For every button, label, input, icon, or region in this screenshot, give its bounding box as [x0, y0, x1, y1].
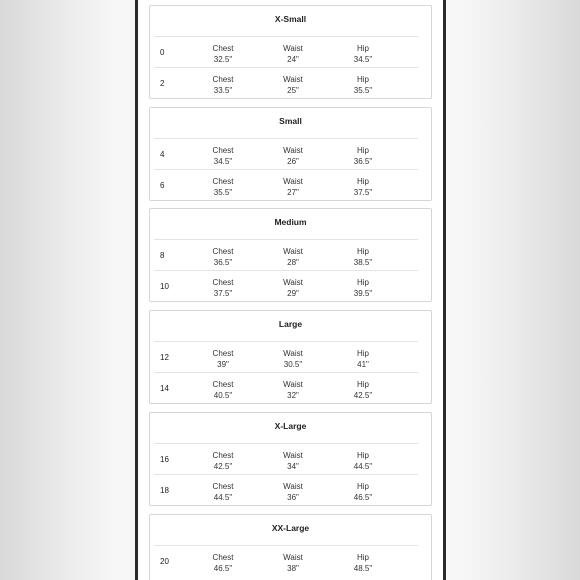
hip-label: Hip — [356, 553, 369, 562]
size-number: 16 — [160, 455, 169, 464]
hip-measurement — [343, 145, 383, 167]
hip-value: 48.5" — [353, 564, 373, 573]
chest-label: Chest — [212, 247, 234, 256]
hip-value: 34.5" — [353, 55, 373, 64]
waist-label: Waist — [283, 247, 303, 256]
row-divider — [154, 545, 418, 546]
size-row — [150, 36, 431, 67]
hip-measurement — [343, 43, 383, 65]
row-divider — [154, 474, 418, 475]
waist-measurement — [273, 481, 313, 503]
chest-value: 35.5" — [213, 188, 233, 197]
waist-value: 28" — [287, 258, 299, 267]
hip-label: Hip — [356, 451, 369, 460]
size-group-small — [149, 107, 432, 201]
hip-value: 36.5" — [353, 157, 373, 166]
hip-label: Hip — [356, 380, 369, 389]
phone-bezel-right — [443, 0, 446, 580]
waist-value: 25" — [287, 86, 299, 95]
size-row — [150, 443, 431, 474]
waist-label: Waist — [283, 278, 303, 287]
chest-label: Chest — [212, 482, 234, 491]
hip-measurement — [343, 379, 383, 401]
size-number: 18 — [160, 486, 169, 495]
row-divider — [154, 239, 418, 240]
size-group-title: Large — [278, 319, 303, 329]
hip-value: 39.5" — [353, 289, 373, 298]
chest-measurement — [203, 450, 243, 472]
size-row — [150, 474, 431, 505]
chest-label: Chest — [212, 146, 234, 155]
row-divider — [154, 138, 418, 139]
chest-label: Chest — [212, 177, 234, 186]
size-group-xlarge — [149, 412, 432, 506]
chest-value: 34.5" — [213, 157, 233, 166]
chest-value: 32.5" — [213, 55, 233, 64]
waist-measurement — [273, 277, 313, 299]
hip-label: Hip — [356, 146, 369, 155]
size-number: 8 — [160, 251, 165, 260]
hip-value: 37.5" — [353, 188, 373, 197]
size-group-title: Medium — [274, 217, 307, 227]
size-group-large — [149, 310, 432, 404]
chest-value: 44.5" — [213, 493, 233, 502]
waist-value: 26" — [287, 157, 299, 166]
chest-label: Chest — [212, 75, 234, 84]
size-row — [150, 169, 431, 200]
size-group-title: XX-Large — [271, 523, 310, 533]
chest-measurement — [203, 176, 243, 198]
hip-value: 41" — [357, 360, 369, 369]
chest-label: Chest — [212, 349, 234, 358]
hip-measurement — [343, 348, 383, 370]
hip-value: 44.5" — [353, 462, 373, 471]
hip-measurement — [343, 450, 383, 472]
waist-measurement — [273, 74, 313, 96]
chest-measurement — [203, 246, 243, 268]
waist-label: Waist — [283, 349, 303, 358]
waist-measurement — [273, 176, 313, 198]
waist-value: 30.5" — [283, 360, 303, 369]
chest-measurement — [203, 145, 243, 167]
hip-label: Hip — [356, 482, 369, 491]
chest-measurement — [203, 552, 243, 574]
row-divider — [154, 341, 418, 342]
size-number: 20 — [160, 557, 169, 566]
row-divider — [154, 67, 418, 68]
size-group-title: X-Small — [274, 14, 307, 24]
chest-value: 36.5" — [213, 258, 233, 267]
chest-measurement — [203, 481, 243, 503]
waist-label: Waist — [283, 380, 303, 389]
waist-value: 38" — [287, 564, 299, 573]
hip-measurement — [343, 176, 383, 198]
waist-value: 24" — [287, 55, 299, 64]
hip-label: Hip — [356, 44, 369, 53]
hip-measurement — [343, 552, 383, 574]
chest-measurement — [203, 348, 243, 370]
size-row — [150, 341, 431, 372]
hip-measurement — [343, 74, 383, 96]
size-group-xsmall — [149, 5, 432, 99]
waist-value: 34" — [287, 462, 299, 471]
chest-label: Chest — [212, 553, 234, 562]
chest-measurement — [203, 43, 243, 65]
size-number: 10 — [160, 282, 169, 291]
waist-label: Waist — [283, 451, 303, 460]
size-group-medium — [149, 208, 432, 302]
chest-label: Chest — [212, 380, 234, 389]
hip-value: 35.5" — [353, 86, 373, 95]
chest-value: 42.5" — [213, 462, 233, 471]
waist-measurement — [273, 43, 313, 65]
waist-label: Waist — [283, 146, 303, 155]
hip-value: 46.5" — [353, 493, 373, 502]
hip-value: 38.5" — [353, 258, 373, 267]
waist-label: Waist — [283, 75, 303, 84]
waist-measurement — [273, 348, 313, 370]
waist-measurement — [273, 246, 313, 268]
size-row — [150, 138, 431, 169]
hip-measurement — [343, 481, 383, 503]
chest-value: 46.5" — [213, 564, 233, 573]
size-row — [150, 67, 431, 98]
waist-label: Waist — [283, 177, 303, 186]
row-divider — [154, 169, 418, 170]
hip-measurement — [343, 277, 383, 299]
waist-measurement — [273, 379, 313, 401]
waist-measurement — [273, 145, 313, 167]
size-chart-screen[interactable] — [138, 0, 443, 580]
size-row — [150, 270, 431, 301]
waist-label: Waist — [283, 44, 303, 53]
chest-measurement — [203, 379, 243, 401]
waist-value: 27" — [287, 188, 299, 197]
row-divider — [154, 443, 418, 444]
chest-measurement — [203, 74, 243, 96]
waist-value: 29" — [287, 289, 299, 298]
hip-label: Hip — [356, 177, 369, 186]
chest-label: Chest — [212, 278, 234, 287]
size-group-title: Small — [279, 116, 302, 126]
size-number: 6 — [160, 181, 165, 190]
size-number: 12 — [160, 353, 169, 362]
chest-label: Chest — [212, 451, 234, 460]
hip-measurement — [343, 246, 383, 268]
size-number: 2 — [160, 79, 165, 88]
waist-label: Waist — [283, 482, 303, 491]
hip-label: Hip — [356, 349, 369, 358]
size-number: 0 — [160, 48, 165, 57]
size-row — [150, 239, 431, 270]
size-row — [150, 545, 431, 576]
row-divider — [154, 270, 418, 271]
waist-measurement — [273, 552, 313, 574]
waist-measurement — [273, 450, 313, 472]
size-group-title: X-Large — [274, 421, 307, 431]
hip-label: Hip — [356, 247, 369, 256]
size-number: 14 — [160, 384, 169, 393]
hip-value: 42.5" — [353, 391, 373, 400]
row-divider — [154, 36, 418, 37]
size-group-xxlarge — [149, 514, 432, 580]
hip-label: Hip — [356, 75, 369, 84]
size-row — [150, 372, 431, 403]
chest-value: 33.5" — [213, 86, 233, 95]
chest-value: 39" — [217, 360, 229, 369]
hip-label: Hip — [356, 278, 369, 287]
chest-value: 40.5" — [213, 391, 233, 400]
chest-measurement — [203, 277, 243, 299]
waist-value: 32" — [287, 391, 299, 400]
chest-label: Chest — [212, 44, 234, 53]
row-divider — [154, 372, 418, 373]
size-number: 4 — [160, 150, 165, 159]
waist-value: 36" — [287, 493, 299, 502]
chest-value: 37.5" — [213, 289, 233, 298]
waist-label: Waist — [283, 553, 303, 562]
